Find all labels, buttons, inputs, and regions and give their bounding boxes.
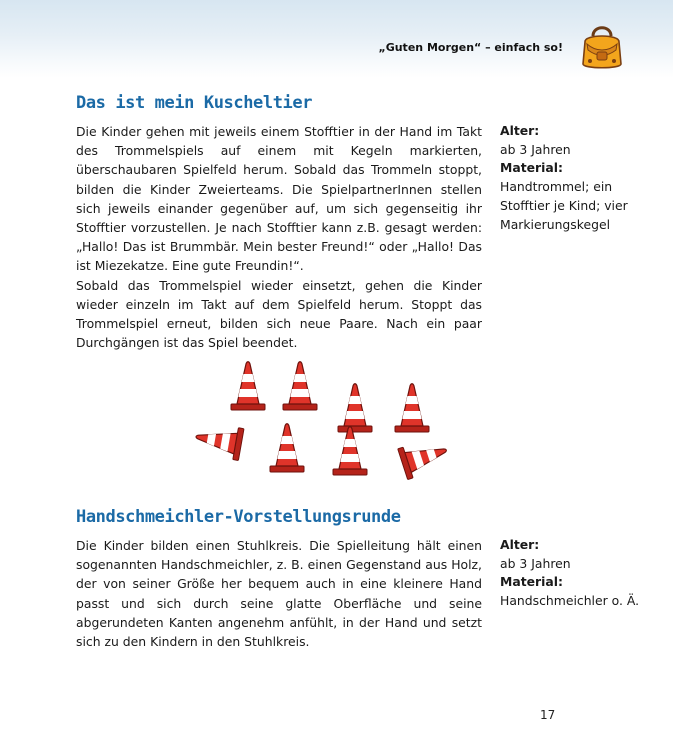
backpack-icon: [580, 22, 624, 72]
page-number: 17: [540, 708, 556, 722]
section-body: [76, 122, 482, 352]
header-band: [0, 0, 673, 78]
age-value: ab 3 Jahren: [500, 141, 571, 157]
info-box: [500, 122, 650, 234]
material-label: Material:: [500, 574, 563, 590]
info-box: [500, 536, 650, 611]
material-value: Handtrommel; ein Stofftier je Kind; vier Markierungskegel: [500, 179, 628, 232]
section-title: Handschmeichler-Vorstellungsrunde: [76, 507, 401, 527]
section-title: Das ist mein Kuscheltier: [76, 93, 313, 113]
material-value: Handschmeichler o. Ä.: [500, 593, 640, 609]
age-label: Alter:: [500, 123, 540, 138]
traffic-cones-illustration: [180, 352, 470, 482]
paragraph: Sobald das Trommelspiel wieder einsetzt, gehen die Kinder wieder einzeln im Takt auf dem Spielfeld herum. Stoppt das Trommelspiel erneut, bilden sich neue Paare. Nach ein paar Durchgängen ist das Spiel beendet.: [76, 277, 482, 351]
paragraph: Die Kinder gehen mit jeweils einem Stofftier in der Hand im Takt des Trommelspiels auf einem mit Kegeln markierten, überschaubaren Spielfeld herum. Sobald das Trommeln stoppt, bilden die Kinder Zweierteams. Die SpielpartnerInnen stellen sich jeweils einander gegenüber auf, um sich gegenseitig ihr Stofftier vorzustellen. Je nach Stofftier kann z.B. gesagt werden: „Hallo! Das ist Brummbär. Mein bester Freund!“ oder „Hallo! Das ist Miezekatze. Eine gute Freundin!“.: [76, 124, 482, 274]
age-label: Alter:: [500, 537, 540, 552]
material-label: Material:: [500, 160, 563, 176]
paragraph: Die Kinder bilden einen Stuhlkreis. Die Spielleitung hält einen sogenannten Handschmeichler, z. B. einen Gegenstand aus Holz, der von seiner Größe her bequem auch in eine kleinere Hand passt und sich durch seine glatte Oberfläche und seine abgerundeten Kanten angenehm anfühlt, in der Hand und setzt sich zu den Kindern in den Stuhlkreis.: [76, 538, 482, 650]
running-header-title: „Guten Morgen“ – einfach so!: [378, 41, 563, 54]
age-value: ab 3 Jahren: [500, 555, 571, 571]
section-body: [76, 536, 482, 651]
